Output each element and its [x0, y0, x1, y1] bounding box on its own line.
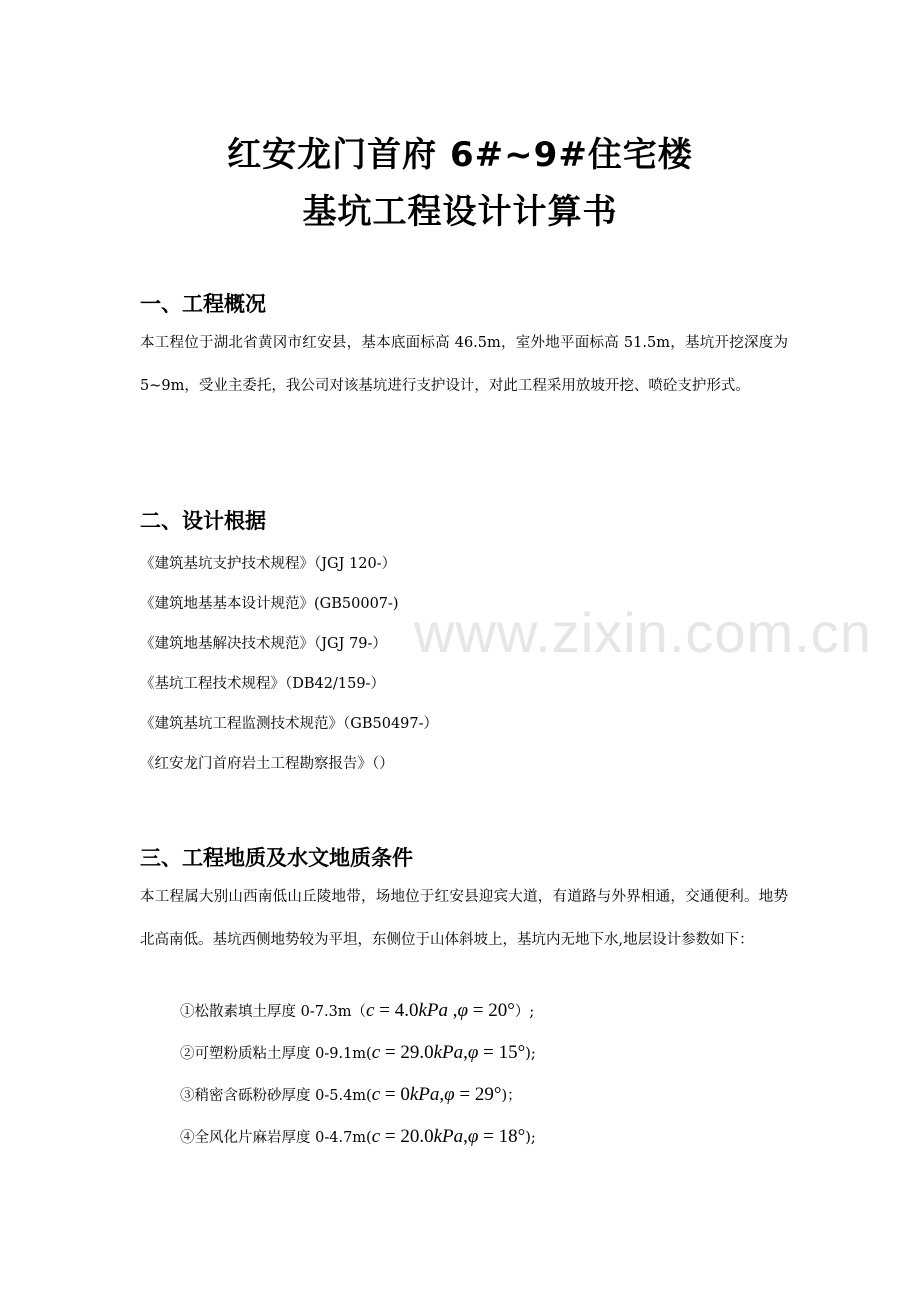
reference-item: 《基坑工程技术规程》（DB42/159-）: [140, 676, 385, 692]
friction-angle-symbol: φ: [444, 1084, 455, 1105]
soil-layer-tail: )；: [501, 1088, 522, 1104]
section1-paragraph: 本工程位于湖北省黄冈市红安县，基本底面标高 46.5m，室外地平面标高 51.5m，基坑开挖深度为 5~9m，受业主委托，我公司对该基坑进行支护设计，对此工程采用放坡开挖、喷砼支护形式。: [140, 335, 788, 394]
soil-layer-item: [180, 1126, 536, 1148]
formula-separator: ,: [463, 1042, 468, 1063]
reference-item: 《建筑基坑工程监测技术规范》（GB50497-）: [140, 716, 439, 732]
soil-parameter-formula: [372, 1042, 526, 1064]
cohesion-unit: kPa: [418, 1000, 448, 1021]
cohesion-value: = 0: [380, 1084, 410, 1105]
section3-paragraph: 本工程属大别山西南低山丘陵地带，场地位于红安县迎宾大道，有道路与外界相通，交通便利。地势北高南低。基坑西侧地势较为平坦，东侧位于山体斜坡上，基坑内无地下水,地层设计参数如下：: [140, 889, 788, 948]
reference-item: 《建筑地基基本设计规范》(GB50007-): [140, 596, 399, 612]
formula-separator: ,: [448, 1000, 458, 1021]
formula-separator: ,: [439, 1084, 445, 1105]
soil-parameter-formula: [372, 1084, 502, 1106]
reference-item: 《红安龙门首府岩土工程勘察报告》（）: [140, 756, 394, 772]
friction-angle-value: = 20°: [468, 1000, 515, 1021]
soil-parameter-formula: [366, 1000, 515, 1022]
soil-layer-item: [180, 1000, 534, 1022]
cohesion-symbol: c: [371, 1042, 381, 1063]
friction-angle-value: = 18°: [478, 1126, 526, 1147]
friction-angle-symbol: φ: [457, 1000, 469, 1021]
cohesion-value: = 29.0: [380, 1042, 434, 1063]
soil-layer-label: ②可塑粉质粘土厚度 0-9.1m(: [180, 1046, 372, 1062]
section2-heading: 二、设计根据: [140, 509, 266, 533]
formula-separator: ,: [463, 1126, 468, 1147]
cohesion-value: = 20.0: [380, 1126, 434, 1147]
soil-layer-item: [180, 1042, 536, 1064]
reference-item: 《建筑基坑支护技术规程》（JGJ 120-）: [140, 556, 397, 572]
soil-layer-tail: );: [525, 1046, 536, 1062]
document-title-line2: 基坑工程设计计算书: [302, 192, 618, 232]
soil-layer-label: ①松散素填土厚度 0-7.3m（: [180, 1004, 367, 1020]
cohesion-unit: kPa: [433, 1042, 464, 1063]
section1-heading: 一、工程概况: [140, 292, 266, 316]
cohesion-value: = 4.0: [374, 1000, 419, 1021]
friction-angle-symbol: φ: [467, 1042, 479, 1063]
soil-layer-label: ③稍密含砾粉砂厚度 0-5.4m(: [180, 1088, 372, 1104]
watermark: www.zixin.com.cn: [414, 601, 872, 664]
friction-angle-value: = 15°: [478, 1042, 526, 1063]
friction-angle-value: = 29°: [454, 1084, 502, 1105]
soil-layer-item: [180, 1084, 522, 1106]
cohesion-unit: kPa: [409, 1084, 440, 1105]
section3-heading: 三、工程地质及水文地质条件: [140, 846, 413, 870]
cohesion-symbol: c: [366, 1000, 375, 1021]
soil-parameter-formula: [372, 1126, 526, 1148]
soil-layer-label: ④全风化片麻岩厚度 0-4.7m(: [180, 1130, 372, 1146]
cohesion-unit: kPa: [433, 1126, 464, 1147]
document-title-line1: 红安龙门首府 6#~9#住宅楼: [227, 135, 693, 175]
soil-layer-tail: ）;: [514, 1004, 535, 1020]
cohesion-symbol: c: [371, 1126, 381, 1147]
soil-layer-tail: );: [525, 1130, 536, 1146]
cohesion-symbol: c: [371, 1084, 381, 1105]
friction-angle-symbol: φ: [467, 1126, 479, 1147]
reference-item: 《建筑地基解决技术规范》（JGJ 79-）: [140, 636, 387, 652]
